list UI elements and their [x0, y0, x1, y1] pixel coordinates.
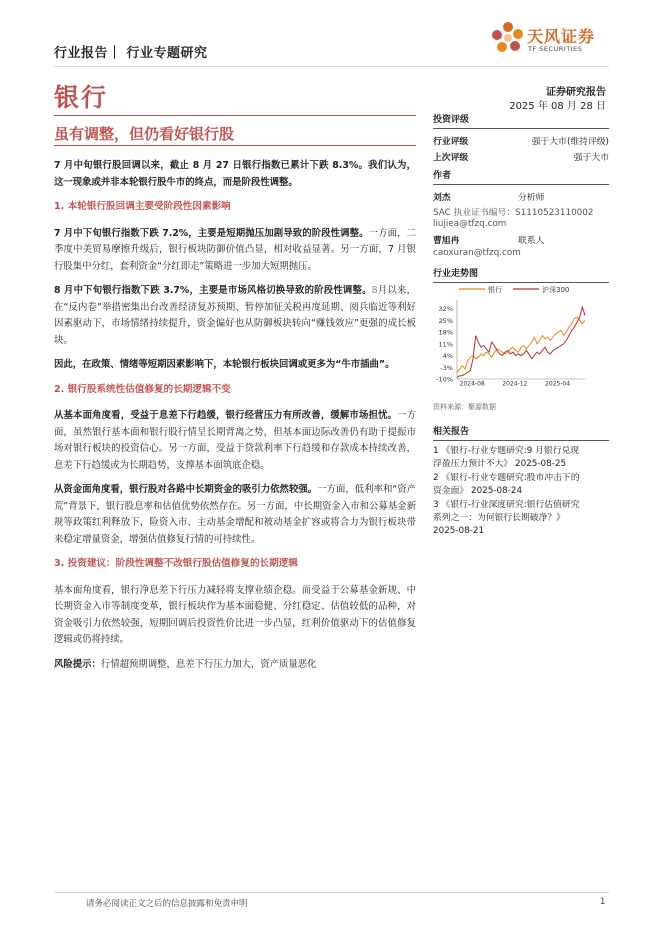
intro-paragraph: 7 月中旬银行股回调以来，截止 8 月 27 日银行指数已累计下跌 8.3%。我们认为，这一现象或并非本轮银行股牛市的终点，而是阶段性调整。: [54, 160, 416, 188]
series-line-bank: [457, 317, 585, 372]
author1-email[interactable]: liujiea@tfzq.com: [433, 219, 507, 229]
paragraph-2-gray: 8: [371, 285, 378, 296]
report-date: 2025 年 08 月 28 日: [509, 101, 606, 112]
paragraph-5: [54, 482, 416, 548]
footer-divider: [54, 892, 609, 893]
logo-name: 天风证券: [527, 27, 596, 46]
legend-label-1: 银行: [488, 286, 502, 294]
report-type: 证券研究报告: [546, 87, 606, 98]
industry-name: 银行: [54, 83, 109, 112]
related-report-1-line2: 浮盈压力预计不大》 2025-08-25: [433, 459, 567, 469]
report-title: 虽有调整，但仍看好银行股: [54, 125, 235, 143]
y-tick-label: -3%: [440, 363, 453, 372]
related-title: 相关报告: [433, 427, 470, 437]
rating-divider: [433, 128, 609, 129]
related-section: [433, 424, 609, 539]
chart-source: 资料来源：聚源数据: [433, 403, 496, 411]
prev-rating-label: 上次评级: [433, 153, 469, 163]
report-category: 行业报告｜ 行业专题研究: [54, 46, 208, 61]
y-tick-label: 25%: [438, 316, 453, 325]
section-1-heading: 1. 本轮银行股回调主要受阶段性因素影响: [54, 201, 231, 212]
header-divider: [54, 66, 609, 67]
series-line-hs300: [457, 307, 585, 377]
related-report-2-line2: 资金面》 2025-08-24: [433, 486, 523, 496]
related-divider: [433, 440, 609, 441]
paragraph-4: [54, 408, 416, 474]
x-tick-label: 2024-08: [459, 380, 485, 388]
author-divider: [433, 184, 609, 185]
industry-rating-value: 强于大市(维持评级): [531, 137, 609, 147]
y-tick-label: 18%: [438, 328, 453, 337]
author-section: [433, 168, 609, 258]
paragraph-3: 因此，在政策、情绪等短期因素影响下，本轮银行板块回调或更多为“牛市插曲”。: [54, 359, 395, 370]
related-report-3-line3: 2025-08-21: [433, 526, 485, 536]
legend-label-2: 沪深300: [542, 286, 570, 294]
paragraph-2-lead: 8 月中下旬银行指数下跌 3.7%，主要是市场风格切换导致的阶段性调整。: [54, 285, 372, 296]
rating-section: [433, 112, 609, 163]
x-tick-label: 2025-04: [545, 380, 571, 388]
author1-name: 刘杰: [433, 193, 451, 203]
author2-role: 联系人: [518, 236, 545, 246]
paragraph-5-lead: 从资金面角度看，银行股对各路中长期资金的吸引力依然较强。: [54, 484, 318, 495]
title-bottom-rule: [54, 145, 416, 146]
related-report-3-line2: 系列之一：为何银行长期破净？》: [433, 513, 565, 523]
risk-label: 风险提示：: [54, 658, 101, 670]
main-body: [54, 158, 416, 681]
y-tick-label: 11%: [438, 340, 453, 349]
paragraph-1: [54, 226, 416, 276]
y-tick-label: 32%: [438, 305, 453, 314]
related-report-3[interactable]: [433, 499, 609, 538]
risk-text: 行情超预期调整，息差下行压力加大，资产质量恶化: [100, 658, 317, 670]
page-number: 1: [600, 897, 606, 907]
prev-rating-value: 强于大市: [573, 153, 609, 163]
paragraph-5-body: 一方面，低利率和“资产荒”背景下，银行股息率和估值优势依然存在。另一方面，中长期资金入市和公募基金新规等政策红利释放下，险资入市、主动基金增配和被动基金扩容或将合力为银行板块带来稳定增量资金，增强估值修复行情的可持续性。: [54, 484, 416, 545]
logo-english: TF SECURITIES: [528, 45, 583, 53]
paragraph-1-lead: 7 月中下旬银行指数下跌 7.2%，主要是短期抛压加剧导致的阶段性调整。: [54, 227, 369, 239]
y-tick-label: -10%: [436, 375, 453, 384]
author2-name: 曹旭冉: [433, 236, 460, 246]
x-tick-label: 2024-12: [502, 380, 528, 388]
trend-title: 行业走势图: [433, 269, 479, 279]
footer-disclaimer: 请务必阅读正文之后的信息披露和免责申明: [86, 899, 248, 909]
paragraph-4-body: 一方面，虽然银行基本面和银行股行情呈长期背离之势，但基本面边际改善仍有助于提振市场对银行板块的投资信心。另一方面，受益于贷款利率下行趋缓和存款成本持续改善，息差下行趋缓或为长期趋势，支撑基本面筑底企稳。: [54, 410, 416, 471]
section-2-heading: 2. 银行股系统性估值修复的长期逻辑不变: [54, 383, 231, 395]
author-title: 作者: [433, 171, 452, 181]
paragraph-1-body: 一方面，二季度中美贸易摩擦升级后，银行板块防御价值凸显，相对收益显著。另一方面，7 月银行股集中分红，套利资金“分红即走”策略进一步加大短期抛压。: [54, 227, 416, 272]
paragraph-4-lead: 从基本面角度看，受益于息差下行趋缓，银行经营压力有所改善，缓解市场担忧。: [54, 410, 398, 421]
rating-title: 投资评级: [433, 115, 470, 125]
trend-chart: [433, 280, 609, 390]
author1-role: 分析师: [518, 193, 545, 203]
related-report-2-line1: 2 《银行-行业专题研究:股市冲击下的: [433, 473, 580, 483]
risk-paragraph: [54, 657, 416, 674]
title-top-rule: [54, 115, 416, 116]
author2-email[interactable]: caoxuran@tfzq.com: [433, 248, 521, 258]
related-report-2[interactable]: [433, 472, 609, 498]
paragraph-2-body: 月以来，在“反内卷”举措密集出台改善经济复苏预期、暂停加征关税再度延期、阅兵临近等利好因素驱动下，市场情绪持续提升，资金偏好也从防御板块转向“赚钱效应”更强的成长板块。: [54, 285, 416, 346]
industry-rating-label: 行业评级: [433, 137, 469, 147]
author1-sac: SAC 执业证书编号：S1110523110002: [433, 208, 594, 218]
y-tick-label: 4%: [442, 352, 453, 361]
related-report-1-line1: 1 《银行-行业专题研究:9 月银行兑现: [433, 446, 580, 456]
section-3-heading: 3. 投资建议：阶段性调整不改银行股估值修复的长期逻辑: [54, 558, 298, 569]
related-report-3-line1: 3 《银行-行业深度研究:银行估值研究: [433, 500, 580, 510]
related-report-1[interactable]: [433, 445, 609, 471]
paragraph-6: 基本面角度看，银行净息差下行压力减轻将支撑业绩企稳。而受益于公募基金新规、中长期资金入市等制度变革，银行板块作为基本面稳健、分红稳定、估值较低的品种，对资金吸引力依然较强，短期回调后投资性价比进一步凸显，红利价值驱动下的估值修复逻辑或仍将持续。: [54, 584, 416, 645]
paragraph-2: [54, 283, 416, 349]
